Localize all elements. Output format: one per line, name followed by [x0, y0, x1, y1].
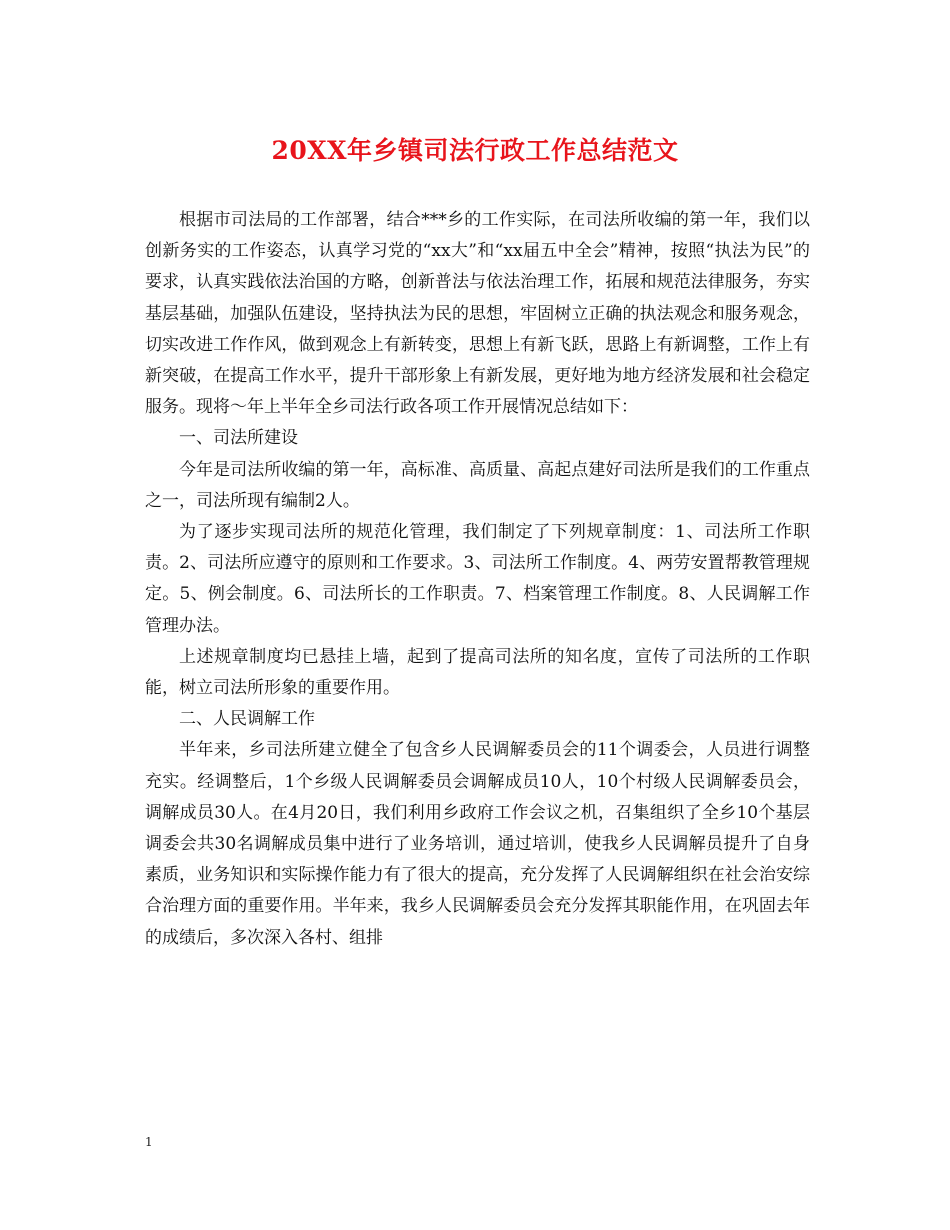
- intro-paragraph: 根据市司法局的工作部署，结合***乡的工作实际，在司法所收编的第一年，我们以创新务实的工作姿态，认真学习党的“xx大”和“xx届五中全会”精神，按照“执法为民”的要求，认真实践依法治国的方略，创新普法与依法治理工作，拓展和规范法律服务，夯实基层基础，加强队伍建设，坚持执法为民的思想，牢固树立正确的执法观念和服务观念，切实改进工作作风，做到观念上有新转变，思想上有新飞跃，思路上有新调整，工作上有新突破，在提高工作水平，提升干部形象上有新发展，更好地为地方经济发展和社会稳定服务。现将～年上半年全乡司法行政各项工作开展情况总结如下：: [145, 210, 810, 418]
- document-title: 20XX年乡镇司法行政工作总结范文: [271, 136, 679, 165]
- page-number: 1: [145, 1135, 153, 1149]
- section-heading-mediation: 二、人民调解工作: [179, 709, 315, 730]
- paragraph-mediation-work: 半年来，乡司法所建立健全了包含乡人民调解委员会的11个调委会，人员进行调整充实。经调整后，1个乡级人民调解委员会调解成员10人，10个村级人民调解委员会，调解成员30人。在4月20日，我们利用乡政府工作会议之机，召集组织了全乡10个基层调委会共30名调解成员集中进行了业务培训，通过培训，使我乡人民调解员提升了自身素质，业务知识和实际操作能力有了很大的提高，充分发挥了人民调解组织在社会治安综合治理方面的重要作用。半年来，我乡人民调解委员会充分发挥其职能作用，在巩固去年的成绩后，多次深入各村、组排: [145, 740, 810, 948]
- paragraph-regulations-effect: 上述规章制度均已悬挂上墙，起到了提高司法所的知名度，宣传了司法所的工作职能，树立司法所形象的重要作用。: [145, 646, 810, 699]
- paragraph-office-staffing: 今年是司法所收编的第一年，高标准、高质量、高起点建好司法所是我们的工作重点之一，司法所现有编制2人。: [145, 459, 810, 511]
- document-body: [145, 205, 810, 954]
- paragraph-regulations: 为了逐步实现司法所的规范化管理，我们制定了下列规章制度：1、司法所工作职责。2、司法所应遵守的原则和工作要求。3、司法所工作制度。4、两劳安置帮教管理规定。5、例会制度。6、司法所长的工作职责。7、档案管理工作制度。8、人民调解工作管理办法。: [145, 522, 810, 636]
- section-heading-judicial-office: 一、司法所建设: [179, 428, 298, 449]
